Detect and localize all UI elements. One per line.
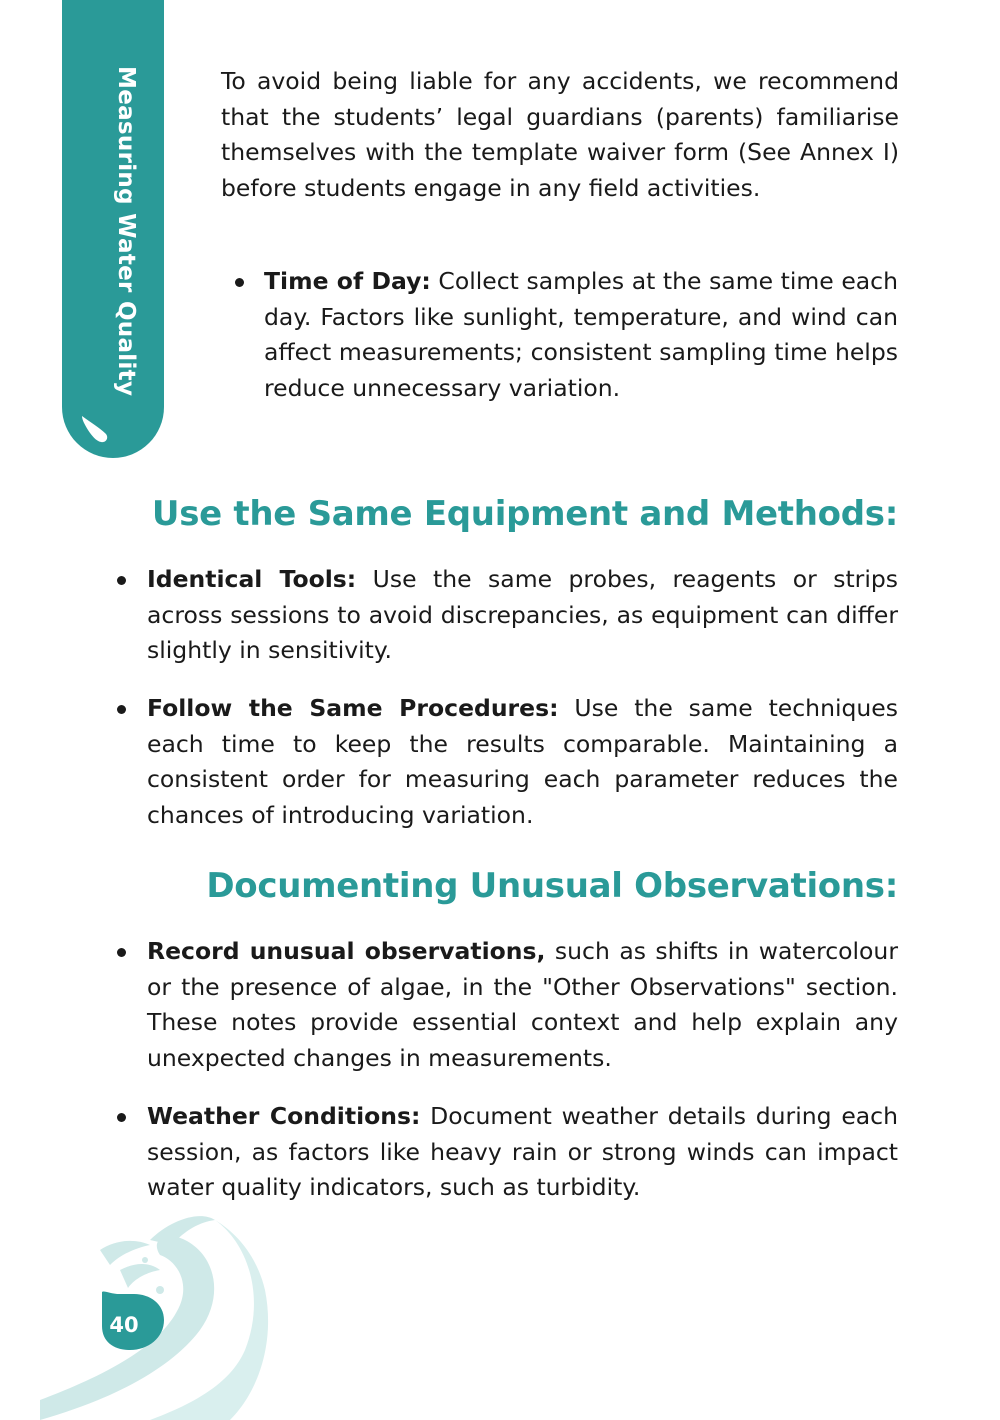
list-item <box>147 1099 898 1206</box>
bullet-icon <box>117 705 126 714</box>
bullet-icon <box>117 1113 126 1122</box>
list-item-text: Collect samples at the same time each day. Factors like sunlight, temperature, and wind can affect measurements; consistent sampling time helps reduce unnecessary variation. <box>264 267 898 402</box>
list-item-text: Document weather details during each session, as factors like heavy rain or strong winds can impact water quality indicators, such as turbidity. <box>147 1102 898 1202</box>
list-item-text: Use the same probes, reagents or strips across sessions to avoid discrepancies, as equipment can differ slightly in sensitivity. <box>147 565 899 665</box>
section-title-vertical: Measuring Water Quality <box>113 66 139 397</box>
list-item-label: Record unusual observations, <box>147 937 546 965</box>
bullet-icon <box>117 576 126 585</box>
bullet-icon <box>235 278 244 287</box>
list-item <box>147 562 898 669</box>
water-drop-icon <box>76 410 110 444</box>
bullet-icon <box>117 948 126 957</box>
section-heading-equipment: Use the Same Equipment and Methods: <box>151 494 898 534</box>
list-item <box>147 934 898 1076</box>
list-item-label: Follow the Same Procedures: <box>147 694 559 722</box>
list-item <box>147 691 898 833</box>
list-item-label: Weather Conditions: <box>147 1102 421 1130</box>
section-heading-observations: Documenting Unusual Observations: <box>206 866 898 906</box>
page-number: 40 <box>109 1313 139 1337</box>
list-item-label: Time of Day: <box>264 267 431 295</box>
list-item-text: Use the same techniques each time to keep the results comparable. Maintaining a consistent order for measuring each parameter reduces the chances of introducing variation. <box>147 694 899 829</box>
intro-paragraph: To avoid being liable for any accidents, we recommend that the students’ legal guardians (parents) familiarise themselves with the template waiver form (See Annex I) before students engage in any field activities. <box>221 67 899 202</box>
list-item-label: Identical Tools: <box>147 565 357 593</box>
list-item <box>264 264 898 406</box>
list-item-text: such as shifts in watercolour or the presence of algae, in the "Other Observations" section. These notes provide essential context and help explain any unexpected changes in measurements. <box>147 937 898 1072</box>
